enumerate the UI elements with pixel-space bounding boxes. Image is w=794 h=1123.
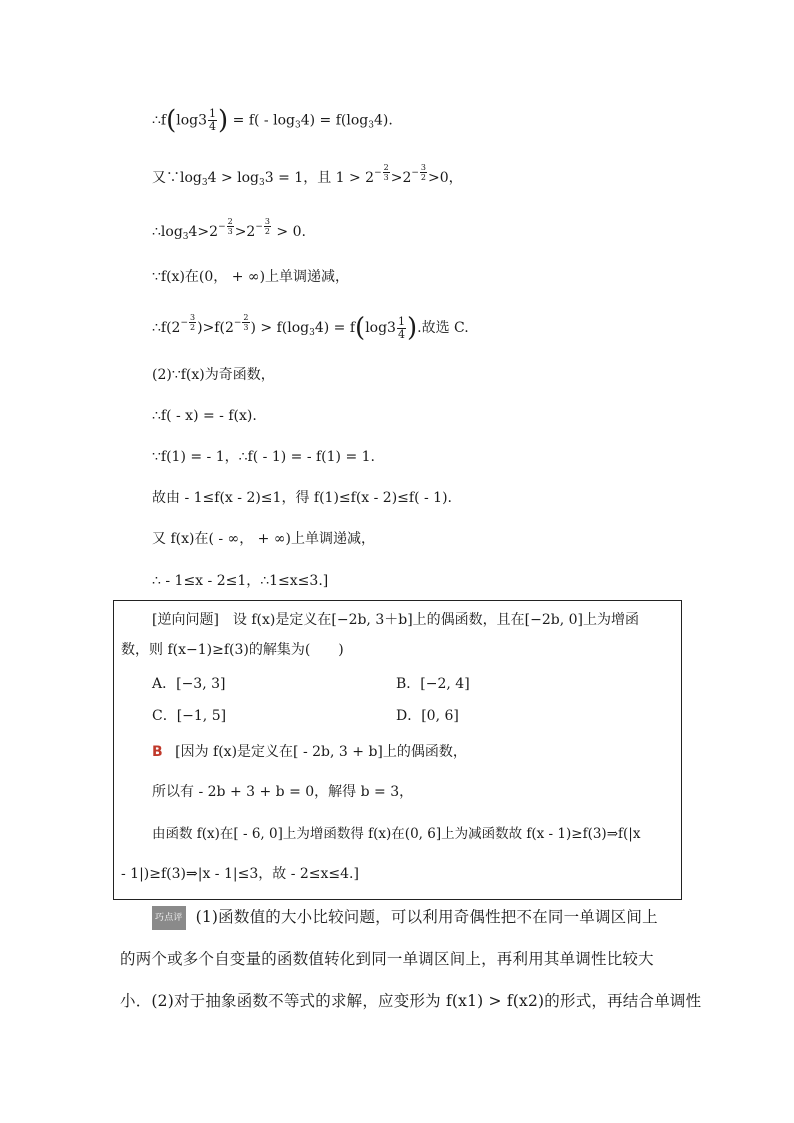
solution-line-6: (2)∵f(x)为奇函数，	[152, 367, 275, 383]
solution-line-8: ∵f(1) = - 1，∴f( - 1) = - f(1) = 1.	[152, 449, 376, 465]
option-b: B．[−2, 4]	[396, 676, 470, 692]
solution-line-7: ∴f( - x) = - f(x).	[152, 408, 257, 424]
commentary-line-1: 巧点评 (1)函数值的大小比较问题，可以利用奇偶性把不在同一单调区间上	[152, 906, 658, 930]
solution-line-4: ∵f(x)在(0， + ∞)上单调递减，	[152, 269, 350, 285]
option-c: C．[−1, 5]	[152, 708, 227, 724]
solution-line-1: ∴f(log3 $\frac{1}{4}$ ) = $f( - \log_34) = f(\log_34)$.	[152, 105, 393, 136]
option-d: D．[0, 6]	[396, 708, 459, 724]
solution-step-4: - 1|)≥f(3)⇒|x - 1|≤3，故 - 2≤x≤4.]	[121, 866, 359, 882]
question-line-2: 数，则 f(x−1)≥f(3)的解集为( )	[121, 642, 344, 658]
solution-line-9: 故由 - 1≤f(x - 2)≤1，得 f(1)≤f(x - 2)≤f( - 1).	[152, 490, 453, 506]
solution-line-10: 又 f(x)在( - ∞， + ∞)上单调递减，	[152, 531, 375, 547]
solution-line-5: $\therefore f(2^{- \frac{3}{2}}$ )$>f(2^{- \frac{2}{3}}$ ) > $f(\log_34) = f(\log 3$ $\frac{1}{4}$ ).故选 C.	[152, 313, 469, 343]
commentary-line-3: 小．(2)对于抽象函数不等式的求解，应变形为 f(x1) > f(x2)的形式，再结合单调性	[120, 992, 702, 1010]
commentary-tag: 巧点评	[152, 906, 186, 930]
question-line-1: [逆向问题] 设 f(x)是定义在[−2b, 3＋b]上的偶函数，且在[−2b, 0]上为增函	[152, 612, 639, 628]
answer-letter: B	[152, 744, 163, 760]
commentary-line-2: 的两个或多个自变量的函数值转化到同一单调区间上，再利用其单调性比较大	[120, 950, 654, 968]
answer-line	[152, 742, 467, 762]
reverse-problem-box	[113, 600, 682, 900]
solution-step-3: 由函数 f(x)在[ - 6, 0]上为增函数得 f(x)在(0, 6]上为减函数故 f(x - 1)≥f(3)⇒f(|x	[152, 826, 641, 842]
solution-step-1: [因为 f(x)是定义在[ - 2b, 3 + b]上的偶函数，	[175, 744, 467, 760]
solution-line-2: 又$\because\log_34 > \log_33 = 1$，且 $1 > 2^{- \frac{2}{3}}$ $>2^{- \frac{3}{2}}$ >0，	[152, 163, 463, 188]
solution-line-3: $\therefore\log_34>2^{- \frac{2}{3}}$ $>2^{- \frac{3}{2}}$ > 0.	[152, 217, 306, 242]
solution-line-11: ∴ - 1≤x - 2≤1，∴1≤x≤3.]	[152, 573, 329, 589]
solution-step-2: 所以有 - 2b + 3 + b = 0，解得 b = 3，	[152, 784, 414, 800]
option-a: A．[−3, 3]	[152, 676, 226, 692]
